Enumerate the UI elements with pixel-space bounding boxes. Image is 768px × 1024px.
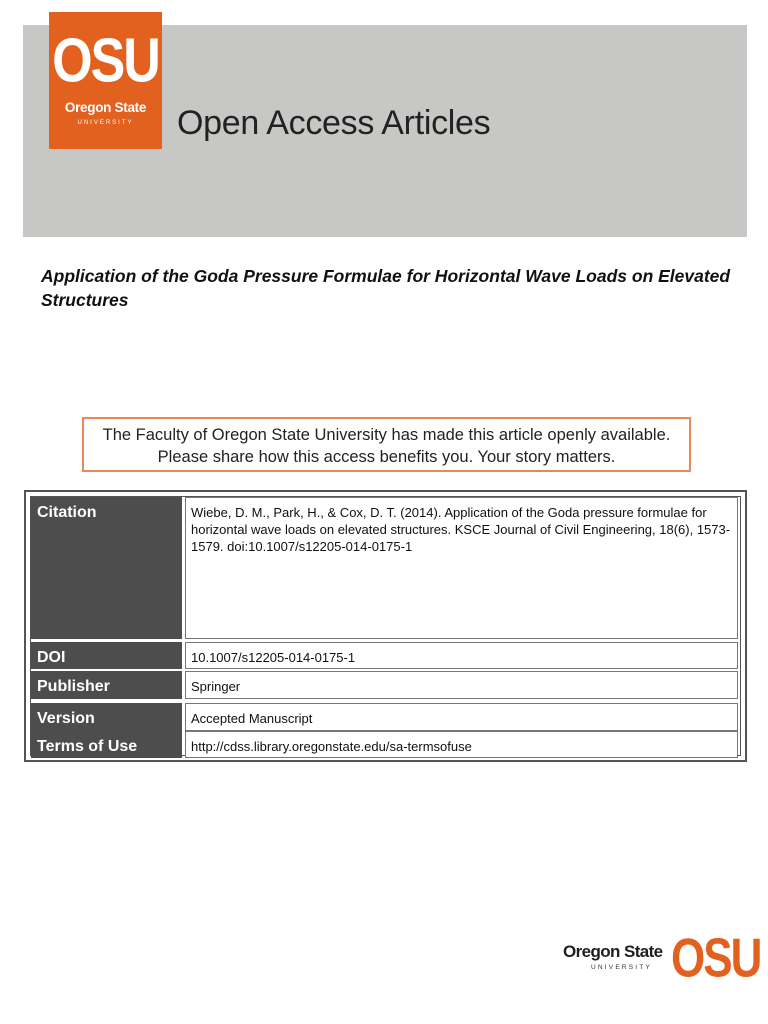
doi-label: DOI bbox=[31, 642, 182, 669]
citation-value: Wiebe, D. M., Park, H., & Cox, D. T. (2014). Application of the Goda pressure formulae for horizontal wave loads on elevated structures. KSCE Journal of Civil Engineering, 18(6), 1573-1579. doi:10.1007/s12205-014-0175-1 bbox=[185, 497, 738, 639]
version-row bbox=[31, 703, 740, 731]
citation-row bbox=[31, 497, 740, 639]
version-label: Version bbox=[31, 703, 182, 731]
footer-logo-subtitle: UNIVERSITY bbox=[591, 964, 653, 971]
publisher-row bbox=[31, 671, 740, 699]
terms-value[interactable]: http://cdss.library.oregonstate.edu/sa-termsofuse bbox=[185, 731, 738, 758]
terms-row bbox=[31, 731, 740, 758]
share-notice-link[interactable] bbox=[82, 417, 691, 472]
banner-title: Open Access Articles bbox=[177, 104, 491, 142]
logo-name: Oregon State bbox=[64, 100, 147, 115]
footer-logo-abbrev: OSU bbox=[671, 927, 761, 989]
doi-row bbox=[31, 642, 740, 669]
version-value: Accepted Manuscript bbox=[185, 703, 738, 731]
metadata-table bbox=[24, 490, 747, 762]
osu-logo bbox=[49, 12, 162, 149]
doi-value[interactable]: 10.1007/s12205-014-0175-1 bbox=[185, 642, 738, 669]
publisher-label: Publisher bbox=[31, 671, 182, 699]
publisher-value: Springer bbox=[185, 671, 738, 699]
footer-logo-name: Oregon State bbox=[563, 942, 663, 961]
notice-line-2: Please share how this access benefits you. Your story matters. bbox=[157, 448, 616, 466]
notice-line-1: The Faculty of Oregon State University has made this article openly available. bbox=[102, 426, 671, 444]
terms-label: Terms of Use bbox=[31, 731, 182, 758]
osu-footer-logo bbox=[563, 927, 761, 989]
logo-subtitle: UNIVERSITY bbox=[77, 120, 134, 126]
article-title: Application of the Goda Pressure Formulae for Horizontal Wave Loads on Elevated Structures bbox=[41, 266, 731, 310]
citation-label: Citation bbox=[31, 497, 182, 639]
logo-abbrev: OSU bbox=[52, 26, 159, 96]
